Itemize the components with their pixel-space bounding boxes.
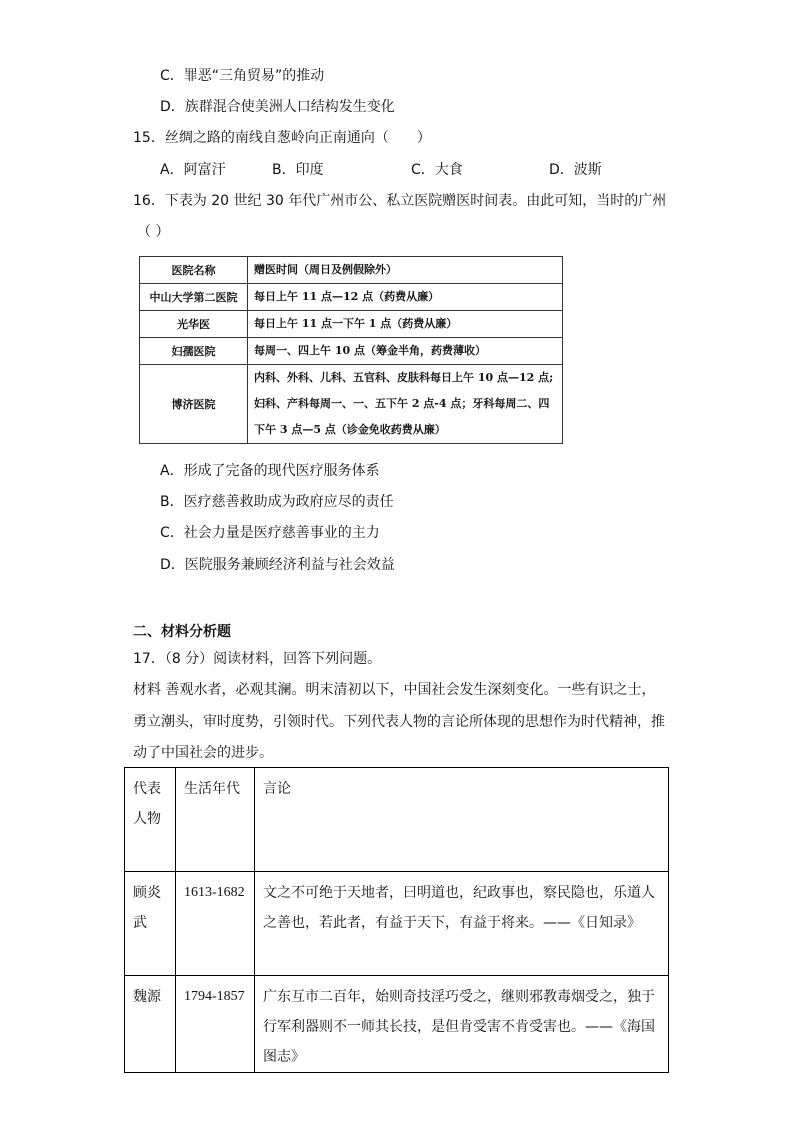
material-line: 动了中国社会的进步。 [133,745,273,761]
q15-option-a: A．阿富汗 [160,162,226,178]
hospital-time: 每日上午 11 点—12 点（药费从廉） [248,284,563,311]
q17-stem: 17．（8 分）阅读材料，回答下列问题。 [133,651,382,667]
q15-option-b: B．印度 [272,162,324,178]
q16-option-b: B．医疗慈善救助成为政府应尽的责任 [160,494,394,510]
q16-option-d: D．医院服务兼顾经济利益与社会效益 [160,557,395,573]
quote: 广东互市二百年，始则奇技淫巧受之，继则邪教毒烟受之，独于行军利器则不一师其长技，是但肯受害不肯受害也。——《海国图志》 [255,976,669,1073]
hospital-time-line: 内科、外科、儿科、五官科、皮肤科每日上午 10 点—12 点; [254,371,554,384]
q14-option-c: C．罪恶“三角贸易”的推动 [160,68,325,84]
hospital-time-line: 下午 3 点—5 点（诊金免收药费从廉） [254,423,446,436]
thinkers-table [124,767,669,1073]
hospital-name: 光华医 [140,311,248,338]
q16-option-c: C．社会力量是医疗慈善事业的主力 [160,525,380,541]
hospital-name: 博济医院 [140,365,248,444]
q14-option-d: D．族群混合使美洲人口结构发生变化 [160,99,395,115]
person-name: 顾炎武 [125,872,176,976]
life-years: 1794-1857 [176,976,255,1073]
hospital-row [140,311,563,338]
q16-stem-line2: （ ） [137,224,170,240]
q15-stem: 15．丝绸之路的南线自葱岭向正南通向（ ） [133,130,431,146]
hospital-table [139,256,563,444]
table-row [125,872,669,976]
hospital-time [248,365,563,444]
hospital-time: 每日上午 11 点一下午 1 点（药费从廉） [248,311,563,338]
table-row [125,976,669,1073]
q16-stem-line1: 16．下表为 20 世纪 30 年代广州市公、私立医院赠医时间表。由此可知，当时的广州 [133,193,667,209]
thinkers-table-header [125,768,669,872]
material-line: 材料 善观水者，必观其澜。明末清初以下，中国社会发生深刻变化。一些有识之士， [133,682,656,698]
q16-option-a: A．形成了完备的现代医疗服务体系 [160,463,380,479]
hospital-row [140,338,563,365]
hospital-header-name: 医院名称 [140,257,248,284]
hospital-header-time: 赠医时间（周日及例假除外） [248,257,563,284]
hospital-name: 中山大学第二医院 [140,284,248,311]
q15-option-d: D．波斯 [549,162,602,178]
hospital-time: 每周一、四上午 10 点（筹金半角，药费薄收） [248,338,563,365]
hospital-row [140,365,563,444]
person-name: 魏源 [125,976,176,1073]
section-heading: 二、材料分析题 [133,624,231,640]
header-years: 生活年代 [176,768,255,872]
q15-option-c: C．大食 [411,162,463,178]
life-years: 1613-1682 [176,872,255,976]
hospital-row [140,284,563,311]
quote: 文之不可绝于天地者，曰明道也，纪政事也，察民隐也，乐道人之善也，若此者，有益于天下，有益于将来。——《日知录》 [255,872,669,976]
material-line: 勇立潮头，审时度势，引领时代。下列代表人物的言论所体现的思想作为时代精神，推 [133,714,665,730]
hospital-table-header [140,257,563,284]
header-quote: 言论 [255,768,669,872]
hospital-time-line: 妇科、产科每周一、一、五下午 2 点-4 点；牙科每周二、四 [254,397,550,410]
header-person: 代表人物 [125,768,176,872]
hospital-name: 妇孺医院 [140,338,248,365]
